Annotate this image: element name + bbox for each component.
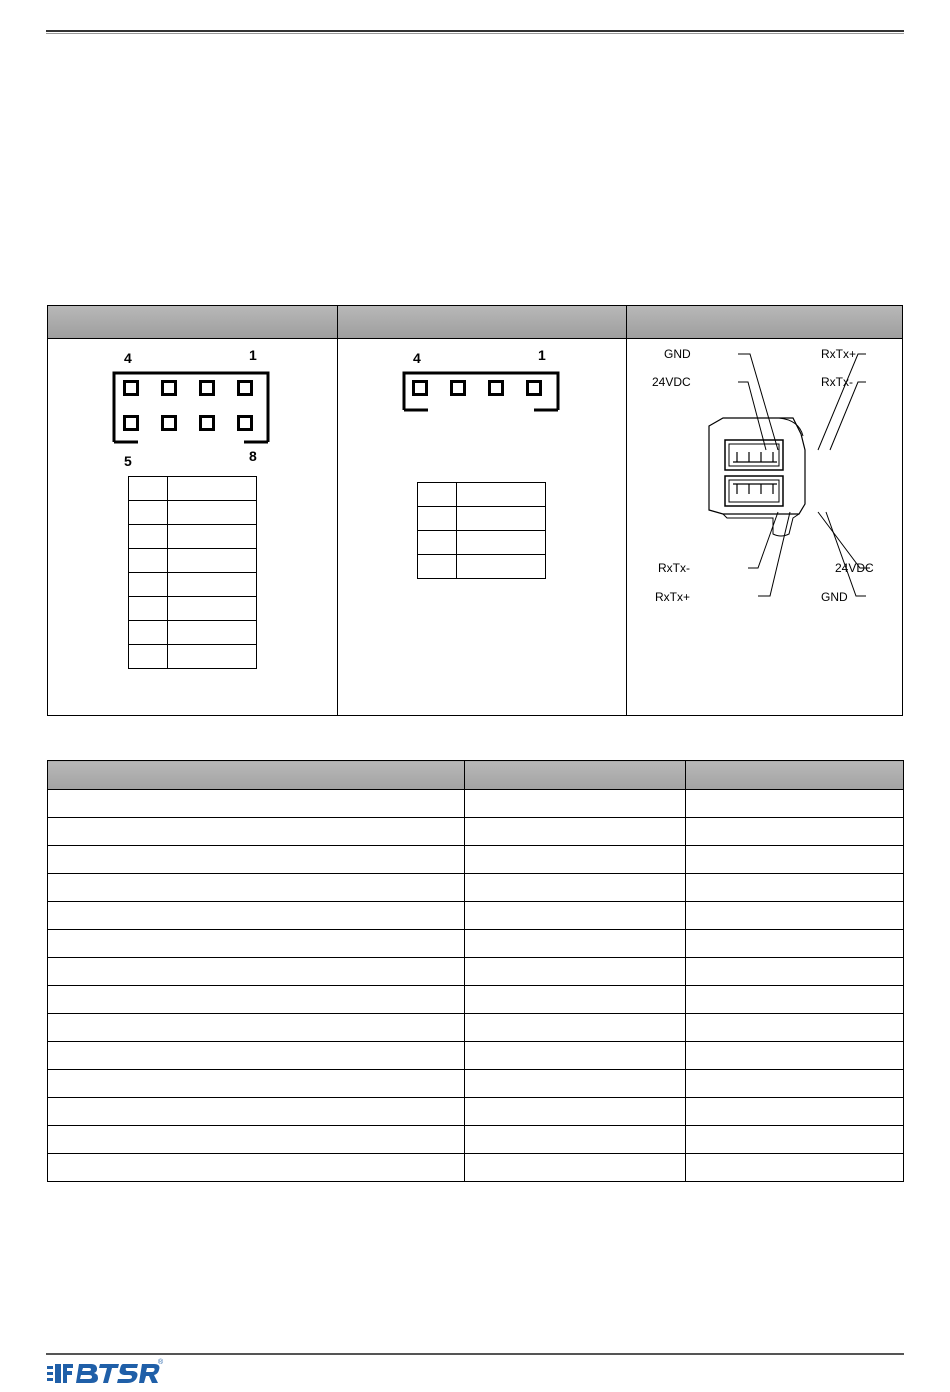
table-row: [48, 930, 904, 958]
table-row: [48, 818, 904, 846]
table-row: [48, 986, 904, 1014]
table-header-cell: [48, 761, 465, 790]
table-row: [48, 1098, 904, 1126]
pin-square: [199, 380, 215, 396]
table-row: [48, 1070, 904, 1098]
connector-header-3: [626, 306, 902, 339]
pin-square: [123, 415, 139, 431]
label-rxtx-plus-bottom: RxTx+: [655, 590, 691, 604]
btsr-logo-mark: [47, 1361, 167, 1387]
header-rule-thin: [46, 33, 904, 34]
pin-square: [237, 380, 253, 396]
table-row: [48, 874, 904, 902]
table-header-cell: [686, 761, 904, 790]
specification-table: [47, 760, 904, 1182]
label-rxtx-minus-bottom: RxTx-: [658, 561, 690, 575]
connector-panel: [47, 305, 903, 716]
pin-square: [123, 380, 139, 396]
label-gnd-bottom: GND: [821, 590, 848, 604]
pin-square: [450, 380, 466, 396]
pin-square: [412, 380, 428, 396]
table-header-row: [48, 761, 904, 790]
table-row: [48, 958, 904, 986]
pinout-table-4pin: [417, 482, 546, 579]
table-row: [48, 846, 904, 874]
label-rxtx-plus-top: RxTx+: [821, 347, 857, 361]
pin-label-1: 1: [538, 347, 546, 363]
label-rxtx-minus-top: RxTx-: [821, 375, 853, 389]
pin-square: [237, 415, 253, 431]
pin-square: [488, 380, 504, 396]
connector-header-1: [48, 306, 337, 339]
header-rule: [46, 30, 904, 32]
pin-square: [526, 380, 542, 396]
pin-label-4: 4: [124, 350, 132, 366]
table-row: [48, 790, 904, 818]
table-header-cell: [465, 761, 686, 790]
table-row: [48, 902, 904, 930]
pin-square: [199, 415, 215, 431]
table-row: [48, 1014, 904, 1042]
pin-label-4: 4: [413, 350, 421, 366]
pin-square: [161, 415, 177, 431]
connector-header-2: [337, 306, 626, 339]
column-divider: [337, 306, 338, 715]
btsr-logo: [47, 1361, 167, 1387]
table-row: [48, 1126, 904, 1154]
pin-label-1: 1: [249, 347, 257, 363]
registered-mark: ®: [158, 1359, 164, 1366]
label-24vdc-top: 24VDC: [652, 375, 691, 389]
pin-label-8: 8: [249, 448, 257, 464]
footer-rule: [46, 1353, 904, 1355]
table-row: [48, 1042, 904, 1070]
label-gnd-top: GND: [664, 347, 691, 361]
pin-label-5: 5: [124, 453, 132, 469]
table-row: [48, 1154, 904, 1182]
pin-square: [161, 380, 177, 396]
label-24vdc-bottom: 24VDC: [835, 561, 874, 575]
pinout-table-8pin: [128, 476, 257, 669]
